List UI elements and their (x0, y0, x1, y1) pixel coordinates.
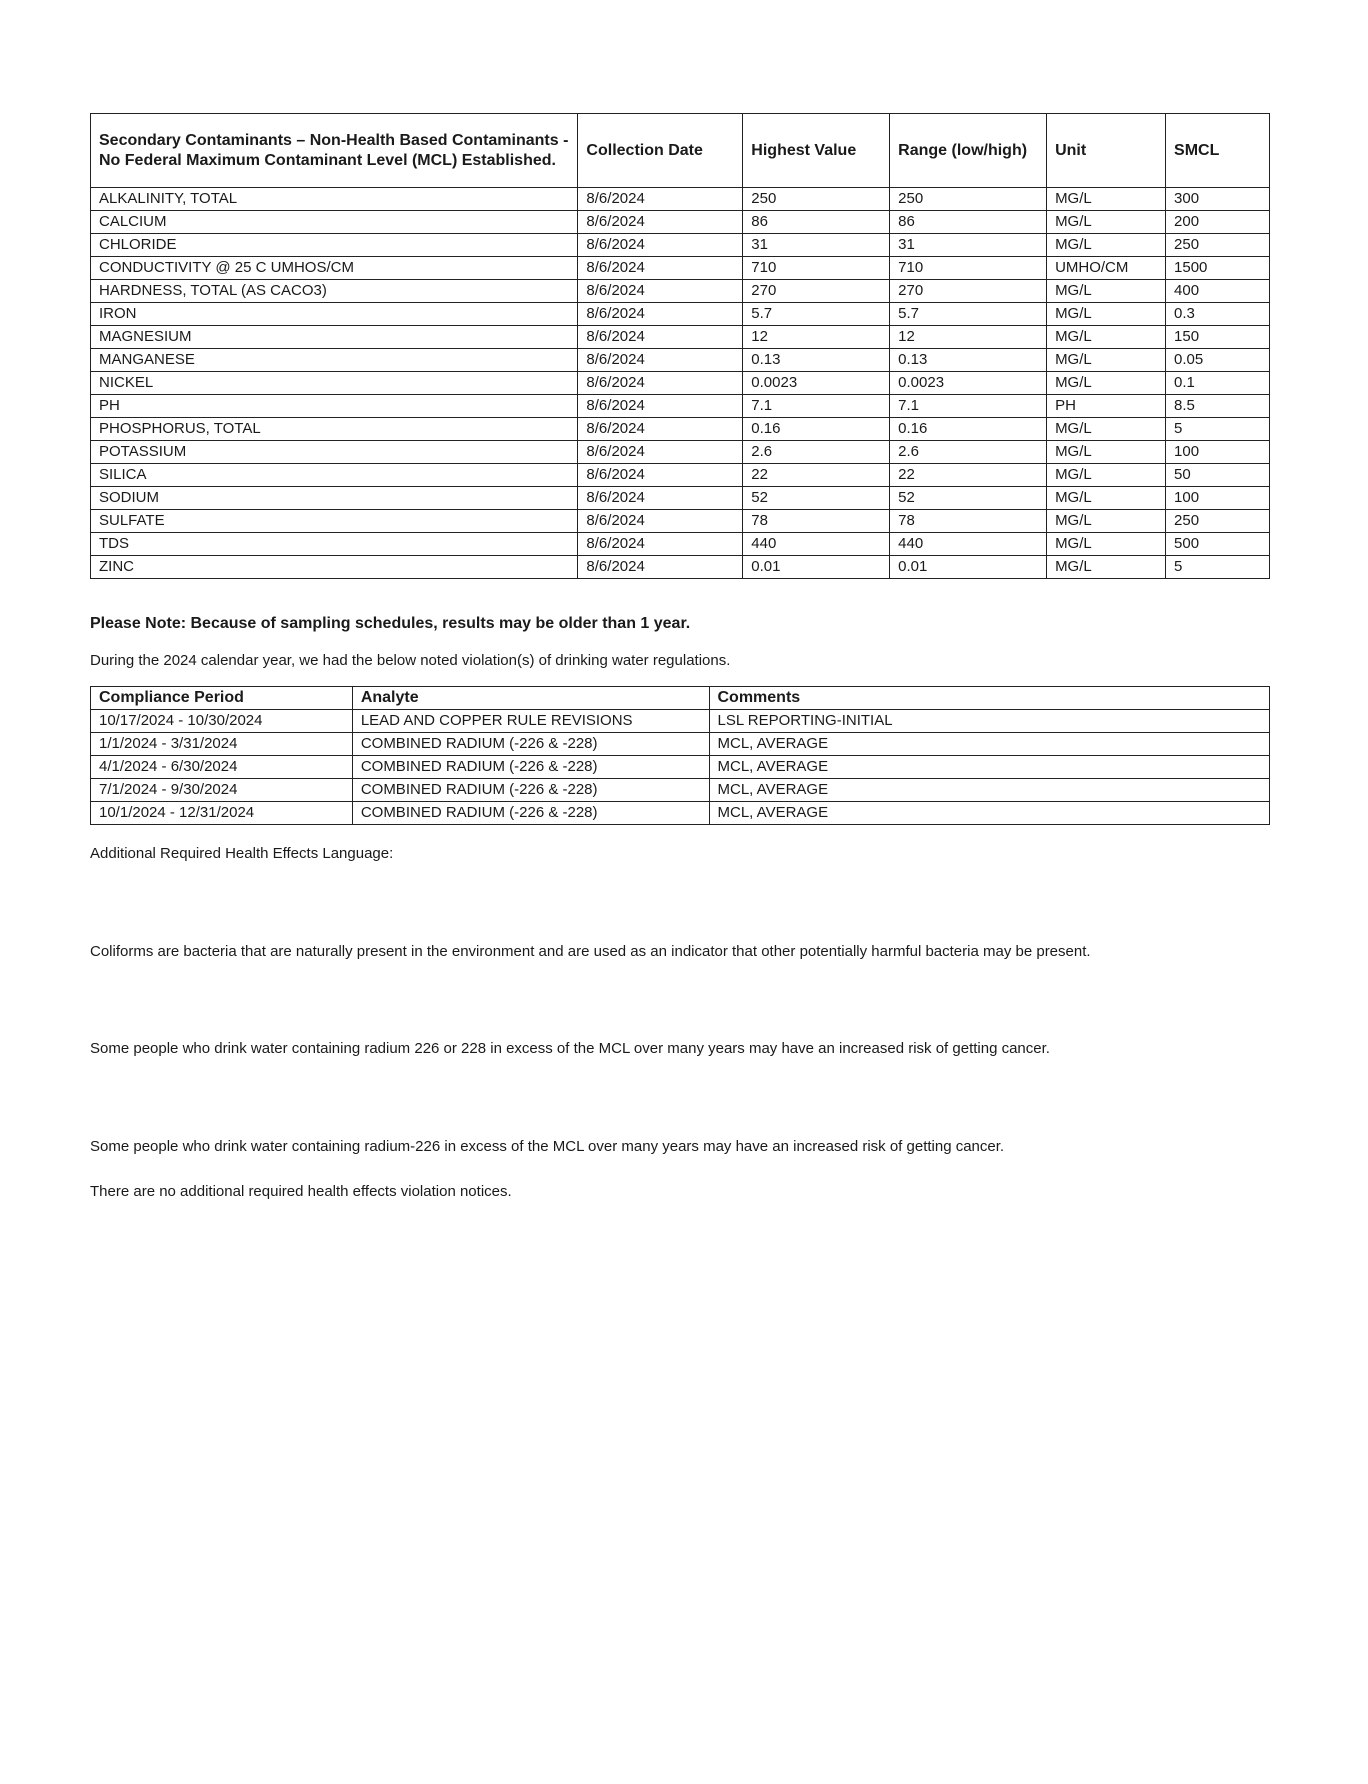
header-analyte: Analyte (352, 687, 709, 710)
health-effects-heading: Additional Required Health Effects Language: (90, 845, 394, 862)
cell-smcl: 0.3 (1166, 303, 1270, 326)
cell-highest: 440 (743, 533, 890, 556)
cell-analyte: COMBINED RADIUM (-226 & -228) (352, 802, 709, 825)
cell-range: 5.7 (890, 303, 1047, 326)
table-row (91, 510, 1270, 533)
table-row (91, 280, 1270, 303)
cell-name: SODIUM (91, 487, 578, 510)
cell-name: IRON (91, 303, 578, 326)
cell-smcl: 150 (1166, 326, 1270, 349)
cell-range: 52 (890, 487, 1047, 510)
cell-highest: 270 (743, 280, 890, 303)
cell-name: SILICA (91, 464, 578, 487)
cell-comments: MCL, AVERAGE (709, 779, 1270, 802)
cell-date: 8/6/2024 (578, 418, 743, 441)
cell-smcl: 250 (1166, 234, 1270, 257)
cell-unit: MG/L (1047, 556, 1166, 579)
table-header-row (91, 687, 1270, 710)
cell-date: 8/6/2024 (578, 280, 743, 303)
cell-name: CHLORIDE (91, 234, 578, 257)
cell-smcl: 1500 (1166, 257, 1270, 280)
cell-unit: MG/L (1047, 349, 1166, 372)
table-row (91, 372, 1270, 395)
cell-comments: MCL, AVERAGE (709, 802, 1270, 825)
cell-smcl: 100 (1166, 487, 1270, 510)
cell-highest: 0.0023 (743, 372, 890, 395)
cell-highest: 0.16 (743, 418, 890, 441)
cell-range: 440 (890, 533, 1047, 556)
cell-date: 8/6/2024 (578, 464, 743, 487)
cell-unit: MG/L (1047, 303, 1166, 326)
table-row (91, 441, 1270, 464)
cell-date: 8/6/2024 (578, 211, 743, 234)
cell-date: 8/6/2024 (578, 188, 743, 211)
cell-analyte: LEAD AND COPPER RULE REVISIONS (352, 710, 709, 733)
cell-name: NICKEL (91, 372, 578, 395)
cell-highest: 31 (743, 234, 890, 257)
cell-date: 8/6/2024 (578, 257, 743, 280)
table-row (91, 395, 1270, 418)
cell-period: 1/1/2024 - 3/31/2024 (91, 733, 353, 756)
table-row (91, 464, 1270, 487)
violations-table (90, 686, 1270, 825)
cell-highest: 0.01 (743, 556, 890, 579)
cell-date: 8/6/2024 (578, 372, 743, 395)
cell-name: POTASSIUM (91, 441, 578, 464)
cell-smcl: 0.1 (1166, 372, 1270, 395)
header-range: Range (low/high) (890, 114, 1047, 188)
cell-analyte: COMBINED RADIUM (-226 & -228) (352, 733, 709, 756)
cell-name: SULFATE (91, 510, 578, 533)
cell-smcl: 5 (1166, 418, 1270, 441)
cell-date: 8/6/2024 (578, 533, 743, 556)
cell-comments: MCL, AVERAGE (709, 733, 1270, 756)
cell-smcl: 8.5 (1166, 395, 1270, 418)
cell-date: 8/6/2024 (578, 487, 743, 510)
cell-unit: PH (1047, 395, 1166, 418)
table-row (91, 802, 1270, 825)
cell-range: 31 (890, 234, 1047, 257)
cell-name: PH (91, 395, 578, 418)
cell-unit: MG/L (1047, 510, 1166, 533)
cell-highest: 2.6 (743, 441, 890, 464)
header-compliance-period: Compliance Period (91, 687, 353, 710)
cell-unit: MG/L (1047, 487, 1166, 510)
cell-range: 0.01 (890, 556, 1047, 579)
table-row (91, 756, 1270, 779)
header-unit: Unit (1047, 114, 1166, 188)
cell-date: 8/6/2024 (578, 395, 743, 418)
cell-name: CALCIUM (91, 211, 578, 234)
cell-smcl: 500 (1166, 533, 1270, 556)
cell-date: 8/6/2024 (578, 303, 743, 326)
cell-range: 7.1 (890, 395, 1047, 418)
cell-smcl: 0.05 (1166, 349, 1270, 372)
no-violations-statement: There are no additional required health effects violation notices. (90, 1183, 512, 1200)
cell-range: 270 (890, 280, 1047, 303)
cell-range: 78 (890, 510, 1047, 533)
cell-unit: MG/L (1047, 211, 1166, 234)
cell-smcl: 50 (1166, 464, 1270, 487)
table-row (91, 556, 1270, 579)
header-smcl: SMCL (1166, 114, 1270, 188)
cell-unit: MG/L (1047, 188, 1166, 211)
cell-range: 86 (890, 211, 1047, 234)
table-row (91, 188, 1270, 211)
cell-name: MANGANESE (91, 349, 578, 372)
cell-unit: MG/L (1047, 280, 1166, 303)
table-row (91, 234, 1270, 257)
cell-highest: 12 (743, 326, 890, 349)
cell-name: CONDUCTIVITY @ 25 C UMHOS/CM (91, 257, 578, 280)
table-row (91, 257, 1270, 280)
table-row (91, 211, 1270, 234)
cell-range: 12 (890, 326, 1047, 349)
cell-range: 0.16 (890, 418, 1047, 441)
cell-range: 2.6 (890, 441, 1047, 464)
table-row (91, 349, 1270, 372)
cell-period: 10/17/2024 - 10/30/2024 (91, 710, 353, 733)
cell-date: 8/6/2024 (578, 349, 743, 372)
cell-highest: 250 (743, 188, 890, 211)
cell-unit: MG/L (1047, 464, 1166, 487)
cell-name: PHOSPHORUS, TOTAL (91, 418, 578, 441)
cell-date: 8/6/2024 (578, 510, 743, 533)
cell-unit: MG/L (1047, 326, 1166, 349)
cell-range: 710 (890, 257, 1047, 280)
violations-intro: During the 2024 calendar year, we had the below noted violation(s) of drinking water regulations. (90, 652, 731, 669)
cell-name: TDS (91, 533, 578, 556)
cell-unit: MG/L (1047, 372, 1166, 395)
table-row (91, 487, 1270, 510)
cell-range: 0.13 (890, 349, 1047, 372)
cell-period: 7/1/2024 - 9/30/2024 (91, 779, 353, 802)
cell-smcl: 400 (1166, 280, 1270, 303)
cell-analyte: COMBINED RADIUM (-226 & -228) (352, 779, 709, 802)
header-contaminant: Secondary Contaminants – Non-Health Based Contaminants - No Federal Maximum Contaminant Level (MCL) Established. (91, 114, 578, 188)
coliforms-statement: Coliforms are bacteria that are naturally present in the environment and are used as an indicator that other potentially harmful bacteria may be present. (90, 943, 1091, 960)
cell-date: 8/6/2024 (578, 234, 743, 257)
table-row (91, 733, 1270, 756)
cell-smcl: 5 (1166, 556, 1270, 579)
table-row (91, 418, 1270, 441)
table-header-row (91, 114, 1270, 188)
cell-unit: MG/L (1047, 533, 1166, 556)
cell-date: 8/6/2024 (578, 441, 743, 464)
table-row (91, 326, 1270, 349)
cell-name: MAGNESIUM (91, 326, 578, 349)
cell-name: HARDNESS, TOTAL (AS CACO3) (91, 280, 578, 303)
cell-unit: MG/L (1047, 234, 1166, 257)
header-highest-value: Highest Value (743, 114, 890, 188)
cell-highest: 78 (743, 510, 890, 533)
cell-smcl: 300 (1166, 188, 1270, 211)
cell-range: 0.0023 (890, 372, 1047, 395)
cell-smcl: 200 (1166, 211, 1270, 234)
cell-highest: 22 (743, 464, 890, 487)
cell-highest: 5.7 (743, 303, 890, 326)
cell-period: 4/1/2024 - 6/30/2024 (91, 756, 353, 779)
cell-smcl: 250 (1166, 510, 1270, 533)
cell-name: ALKALINITY, TOTAL (91, 188, 578, 211)
cell-highest: 710 (743, 257, 890, 280)
cell-smcl: 100 (1166, 441, 1270, 464)
table-row (91, 779, 1270, 802)
cell-highest: 0.13 (743, 349, 890, 372)
cell-comments: MCL, AVERAGE (709, 756, 1270, 779)
secondary-contaminants-table (90, 113, 1270, 579)
header-collection-date: Collection Date (578, 114, 743, 188)
header-comments: Comments (709, 687, 1270, 710)
cell-analyte: COMBINED RADIUM (-226 & -228) (352, 756, 709, 779)
cell-unit: MG/L (1047, 441, 1166, 464)
sampling-note: Please Note: Because of sampling schedules, results may be older than 1 year. (90, 615, 691, 632)
cell-period: 10/1/2024 - 12/31/2024 (91, 802, 353, 825)
cell-highest: 86 (743, 211, 890, 234)
cell-date: 8/6/2024 (578, 326, 743, 349)
radium-226-228-statement: Some people who drink water containing radium 226 or 228 in excess of the MCL over many years may have an increased risk of getting cancer. (90, 1040, 1050, 1057)
cell-comments: LSL REPORTING-INITIAL (709, 710, 1270, 733)
cell-name: ZINC (91, 556, 578, 579)
cell-unit: MG/L (1047, 418, 1166, 441)
table-row (91, 533, 1270, 556)
table-row (91, 710, 1270, 733)
cell-range: 250 (890, 188, 1047, 211)
cell-highest: 7.1 (743, 395, 890, 418)
cell-range: 22 (890, 464, 1047, 487)
cell-date: 8/6/2024 (578, 556, 743, 579)
cell-unit: UMHO/CM (1047, 257, 1166, 280)
radium-226-statement: Some people who drink water containing radium-226 in excess of the MCL over many years may have an increased risk of getting cancer. (90, 1138, 1005, 1155)
table-row (91, 303, 1270, 326)
cell-highest: 52 (743, 487, 890, 510)
